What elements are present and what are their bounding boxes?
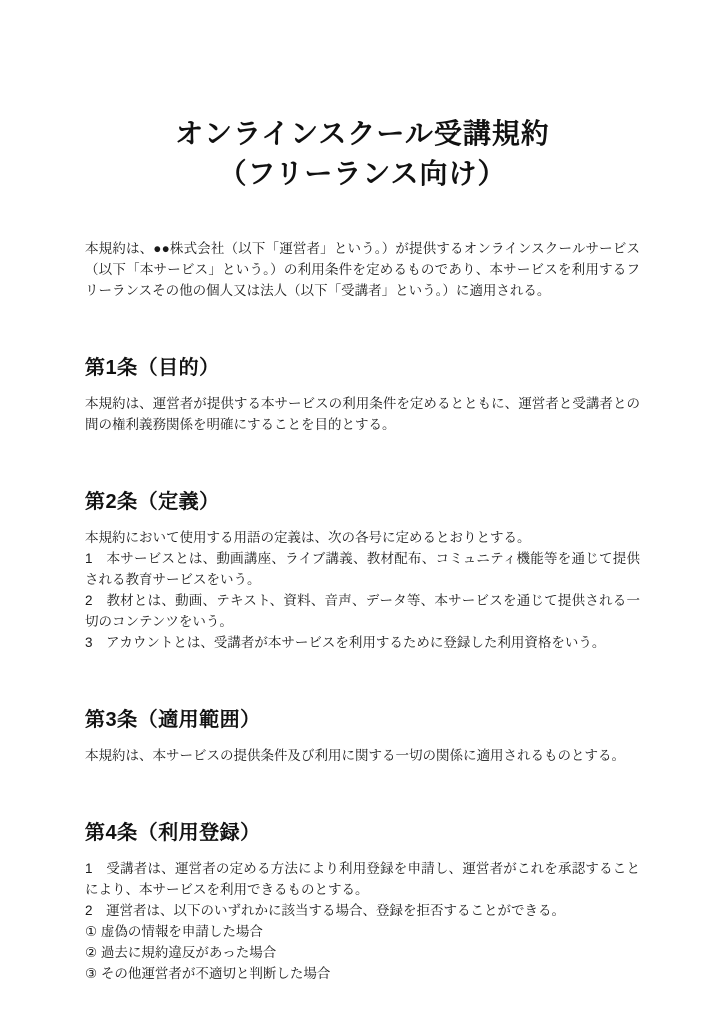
section-heading: 第1条（目的）: [85, 357, 220, 379]
document-section: [85, 653, 640, 766]
document-section: [85, 435, 640, 653]
section-body: [85, 393, 640, 435]
section-paragraph: ① 虚偽の情報を申請した場合: [85, 924, 263, 939]
section-paragraph: 1 本サービスとは、動画講座、ライブ講義、教材配布、コミュニティ機能等を通じて提供される教育サービスをいう。: [85, 551, 640, 587]
section-paragraph: 本規約は、本サービスの提供条件及び利用に関する一切の関係に適用されるものとする。: [85, 748, 625, 763]
document-title: [85, 0, 640, 194]
document-title-line2: （フリーランス向け）: [218, 158, 507, 189]
section-paragraph: 2 運営者は、以下のいずれかに該当する場合、登録を拒否することができる。: [85, 903, 566, 918]
section-paragraph: 3 アカウントとは、受講者が本サービスを利用するために登録した利用資格をいう。: [85, 635, 606, 650]
section-heading: 第2条（定義）: [85, 491, 220, 513]
document-title-line1: オンラインスクール受講規約: [175, 118, 550, 149]
section-paragraph: ③ その他運営者が不適切と判断した場合: [85, 966, 331, 981]
section-body: [85, 527, 640, 653]
sections: [85, 301, 640, 984]
section-heading: 第4条（利用登録）: [85, 822, 261, 844]
document-intro-paragraph: 本規約は、●●株式会社（以下「運営者」という。）が提供するオンラインスクールサービス（以下「本サービス」という。）の利用条件を定めるものであり、本サービスを利用するフリーランスその他の個人又は法人（以下「受講者」という。）に適用される。: [85, 241, 640, 298]
document-section: [85, 766, 640, 984]
section-body: [85, 745, 640, 766]
section-heading: 第3条（適用範囲）: [85, 709, 261, 731]
section-body: [85, 858, 640, 984]
section-paragraph: 本規約は、運営者が提供する本サービスの利用条件を定めるとともに、運営者と受講者との間の権利義務関係を明確にすることを目的とする。: [85, 396, 640, 432]
section-paragraph: 2 教材とは、動画、テキスト、資料、音声、データ等、本サービスを通じて提供される一切のコンテンツをいう。: [85, 593, 640, 629]
section-paragraph: 1 受講者は、運営者の定める方法により利用登録を申請し、運営者がこれを承認することにより、本サービスを利用できるものとする。: [85, 861, 640, 897]
document-section: [85, 301, 640, 435]
section-paragraph: 本規約において使用する用語の定義は、次の各号に定めるとおりとする。: [85, 530, 531, 545]
section-paragraph: ② 過去に規約違反があった場合: [85, 945, 277, 960]
